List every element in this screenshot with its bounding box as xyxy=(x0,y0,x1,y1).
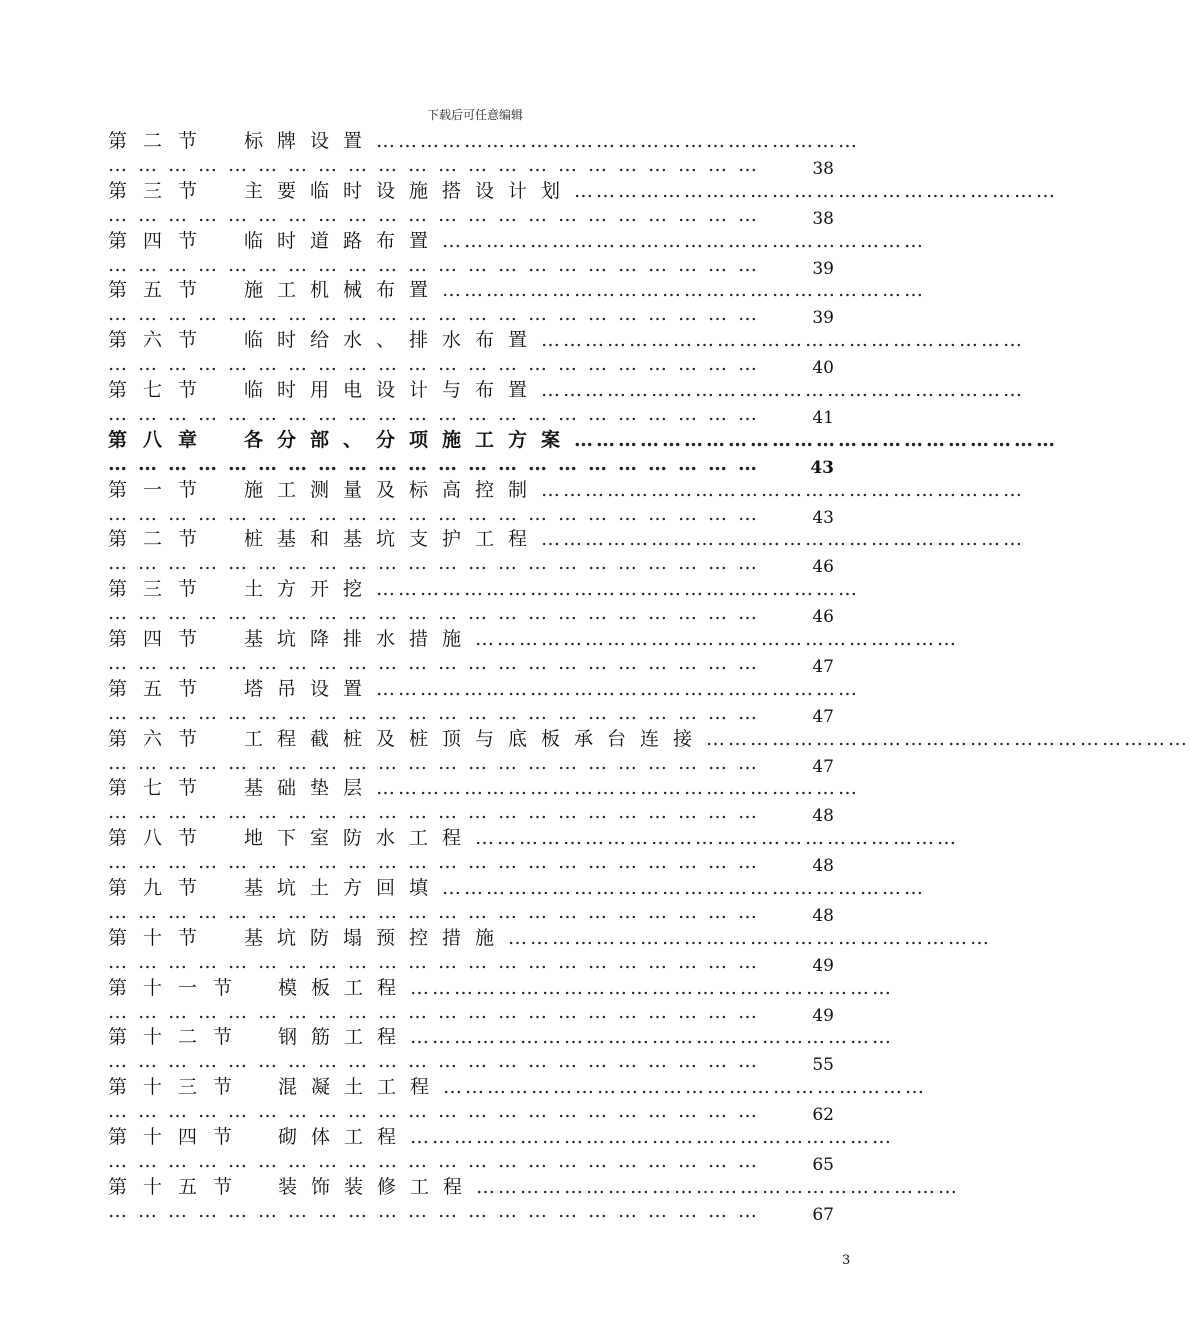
leader-dots: ………………………………………………………… xyxy=(108,203,768,226)
page-header: 下载后可任意编辑 xyxy=(426,108,523,122)
entry-number: 第九节 xyxy=(108,876,214,899)
toc-entry[interactable] xyxy=(108,626,960,677)
entry-number: 第四节 xyxy=(108,627,214,650)
toc-chapter-entry[interactable] xyxy=(108,427,1059,478)
leader-dots: ………………………………………………………… xyxy=(108,1100,768,1123)
leader-dots: ………………………………………………………… xyxy=(442,279,927,302)
entry-title: 基础垫层 xyxy=(244,777,377,800)
toc-entry[interactable] xyxy=(108,975,895,1026)
leader-dots: ………………………………………………………… xyxy=(108,1050,768,1073)
leader-dots: ………………………………………………………… xyxy=(475,827,960,850)
entry-number: 第五节 xyxy=(108,279,214,302)
leader-dots: ………………………………………………………… xyxy=(108,801,768,824)
entry-number: 第三节 xyxy=(108,179,214,202)
leader-dots: ………………………………………………………… xyxy=(706,727,1190,750)
entry-number: 第十一节 xyxy=(108,976,249,999)
toc-entry[interactable] xyxy=(108,925,993,976)
page-number: 3 xyxy=(842,1253,851,1268)
entry-number: 第七节 xyxy=(108,777,214,800)
toc-entry[interactable] xyxy=(108,875,927,926)
entry-title: 标牌设置 xyxy=(244,130,377,152)
entry-page: 47 xyxy=(812,756,834,777)
entry-title: 地下室防水工程 xyxy=(244,827,476,850)
entry-title: 临时用电设计与布置 xyxy=(244,378,542,401)
entry-page: 48 xyxy=(812,856,834,877)
leader-dots: ………………………………………………………… xyxy=(108,502,768,525)
leader-dots: ………………………………………………………… xyxy=(541,478,1026,501)
toc-entry[interactable] xyxy=(108,277,927,329)
toc-entry[interactable] xyxy=(108,1124,895,1175)
leader-dots: ………………………………………………………… xyxy=(108,900,768,923)
entry-title: 土方开挖 xyxy=(244,578,377,601)
leader-dots: ………………………………………………………… xyxy=(108,701,768,724)
leader-dots: ………………………………………………………… xyxy=(108,154,768,176)
entry-page: 39 xyxy=(812,258,834,279)
leader-dots: ………………………………………………………… xyxy=(108,402,768,425)
toc-entry[interactable] xyxy=(108,477,1026,528)
entry-page: 47 xyxy=(812,706,834,727)
entry-number: 第十节 xyxy=(108,926,214,949)
entry-page: 55 xyxy=(812,1055,834,1076)
entry-title: 砌体工程 xyxy=(278,1125,411,1148)
leader-dots: ………………………………………………………… xyxy=(442,229,927,252)
entry-number: 第一节 xyxy=(108,478,214,501)
entry-number: 第十四节 xyxy=(108,1125,249,1148)
leader-dots: ………………………………………………………… xyxy=(108,353,768,376)
entry-page: 38 xyxy=(812,159,834,179)
entry-number: 第十五节 xyxy=(108,1175,249,1198)
leader-dots: ………………………………………………………… xyxy=(476,1175,961,1198)
toc-entry[interactable] xyxy=(108,775,861,827)
entry-title: 模板工程 xyxy=(278,976,411,999)
entry-number: 第二节 xyxy=(108,528,214,551)
entry-title: 基坑降排水措施 xyxy=(244,627,476,650)
entry-page: 62 xyxy=(812,1105,834,1126)
leader-dots: ………………………………………………………… xyxy=(376,677,861,700)
entry-number: 第七节 xyxy=(108,378,214,401)
leader-dots: ………………………………………………………… xyxy=(108,851,768,874)
toc-entry[interactable] xyxy=(108,526,1026,578)
leader-dots: ………………………………………………………… xyxy=(541,378,1026,401)
leader-dots: ………………………………………………………… xyxy=(108,1000,768,1023)
leader-dots: ………………………………………………………… xyxy=(541,528,1026,551)
leader-dots: ………………………………………………………… xyxy=(574,179,1059,202)
leader-dots: ………………………………………………………… xyxy=(442,876,927,899)
leader-dots: ………………………………………………………… xyxy=(108,1149,768,1172)
entry-page: 47 xyxy=(812,656,834,677)
entry-page: 48 xyxy=(812,806,834,827)
entry-title: 桩基和基坑支护工程 xyxy=(244,528,542,551)
toc-entry[interactable] xyxy=(108,1024,895,1076)
entry-number: 第四节 xyxy=(108,229,214,252)
entry-title: 装饰装修工程 xyxy=(278,1175,477,1198)
entry-title: 基坑土方回填 xyxy=(244,876,443,899)
leader-dots: ………………………………………………………… xyxy=(376,130,861,152)
toc-entry[interactable] xyxy=(108,1074,928,1126)
entry-page: 46 xyxy=(812,557,834,578)
entry-page: 43 xyxy=(810,457,834,478)
entry-number: 第五节 xyxy=(108,677,214,700)
toc-entry[interactable] xyxy=(108,726,1190,777)
entry-number: 第六节 xyxy=(108,329,214,352)
leader-dots: ………………………………………………………… xyxy=(108,602,768,625)
entry-page: 43 xyxy=(812,507,834,528)
leader-dots: ………………………………………………………… xyxy=(508,926,993,949)
entry-page: 49 xyxy=(812,955,834,976)
entry-number: 第八节 xyxy=(108,827,214,850)
entry-page: 39 xyxy=(812,308,834,329)
toc-entry[interactable] xyxy=(108,676,861,727)
entry-title: 施工测量及标高控制 xyxy=(244,478,542,501)
leader-dots: ………………………………………………………… xyxy=(108,651,768,674)
table-of-contents xyxy=(108,128,1190,1225)
entry-page: 40 xyxy=(812,358,834,379)
toc-entry[interactable] xyxy=(108,825,960,877)
leader-dots: ………………………………………………………… xyxy=(475,627,960,650)
entry-title: 工程截桩及桩顶与底板承台连接 xyxy=(244,727,707,750)
entry-page: 65 xyxy=(812,1154,834,1175)
entry-number: 第六节 xyxy=(108,727,214,750)
entry-page: 46 xyxy=(812,607,834,628)
leader-dots: ………………………………………………………… xyxy=(376,777,861,800)
entry-number: 第八章 xyxy=(108,428,214,451)
leader-dots: ………………………………………………………… xyxy=(410,1125,895,1148)
leader-dots: ………………………………………………………… xyxy=(410,1026,895,1049)
toc-entry[interactable] xyxy=(108,228,927,279)
entry-number: 第三节 xyxy=(108,578,214,601)
toc-entry[interactable] xyxy=(108,327,1026,379)
entry-page: 49 xyxy=(812,1005,834,1026)
leader-dots: ………………………………………………………… xyxy=(376,578,861,601)
entry-title: 混凝土工程 xyxy=(278,1076,444,1099)
entry-page: 48 xyxy=(812,905,834,926)
entry-title: 主要临时设施搭设计划 xyxy=(244,179,575,202)
toc-entry[interactable] xyxy=(108,576,861,628)
entry-number: 第十二节 xyxy=(108,1026,249,1049)
entry-title: 施工机械布置 xyxy=(244,279,443,302)
leader-dots: ………………………………………………………… xyxy=(108,751,768,774)
leader-dots: ………………………………………………………… xyxy=(574,428,1059,451)
leader-dots: ………………………………………………………… xyxy=(541,329,1026,352)
entry-number: 第二节 xyxy=(108,130,214,152)
entry-number: 第十三节 xyxy=(108,1076,249,1099)
leader-dots: ………………………………………………………… xyxy=(108,452,768,475)
entry-page: 41 xyxy=(812,407,834,428)
leader-dots: ………………………………………………………… xyxy=(443,1076,928,1099)
leader-dots: ………………………………………………………… xyxy=(108,253,768,276)
entry-title: 钢筋工程 xyxy=(278,1026,411,1049)
entry-title: 各分部、分项施工方案 xyxy=(244,428,575,451)
entry-title: 临时道路布置 xyxy=(244,229,443,252)
entry-page: 67 xyxy=(812,1204,834,1225)
entry-page: 38 xyxy=(812,208,834,229)
entry-title: 基坑防塌预控措施 xyxy=(244,926,509,949)
toc-entry[interactable] xyxy=(108,178,1059,229)
toc-entry[interactable] xyxy=(108,377,1026,428)
leader-dots: ………………………………………………………… xyxy=(108,1199,768,1222)
entry-title: 塔吊设置 xyxy=(244,677,377,700)
leader-dots: ………………………………………………………… xyxy=(108,552,768,575)
leader-dots: ………………………………………………………… xyxy=(108,303,768,326)
entry-title: 临时给水、排水布置 xyxy=(244,329,542,352)
leader-dots: ………………………………………………………… xyxy=(108,950,768,973)
toc-entry[interactable] xyxy=(108,128,861,179)
toc-entry[interactable] xyxy=(108,1174,961,1225)
leader-dots: ………………………………………………………… xyxy=(410,976,895,999)
